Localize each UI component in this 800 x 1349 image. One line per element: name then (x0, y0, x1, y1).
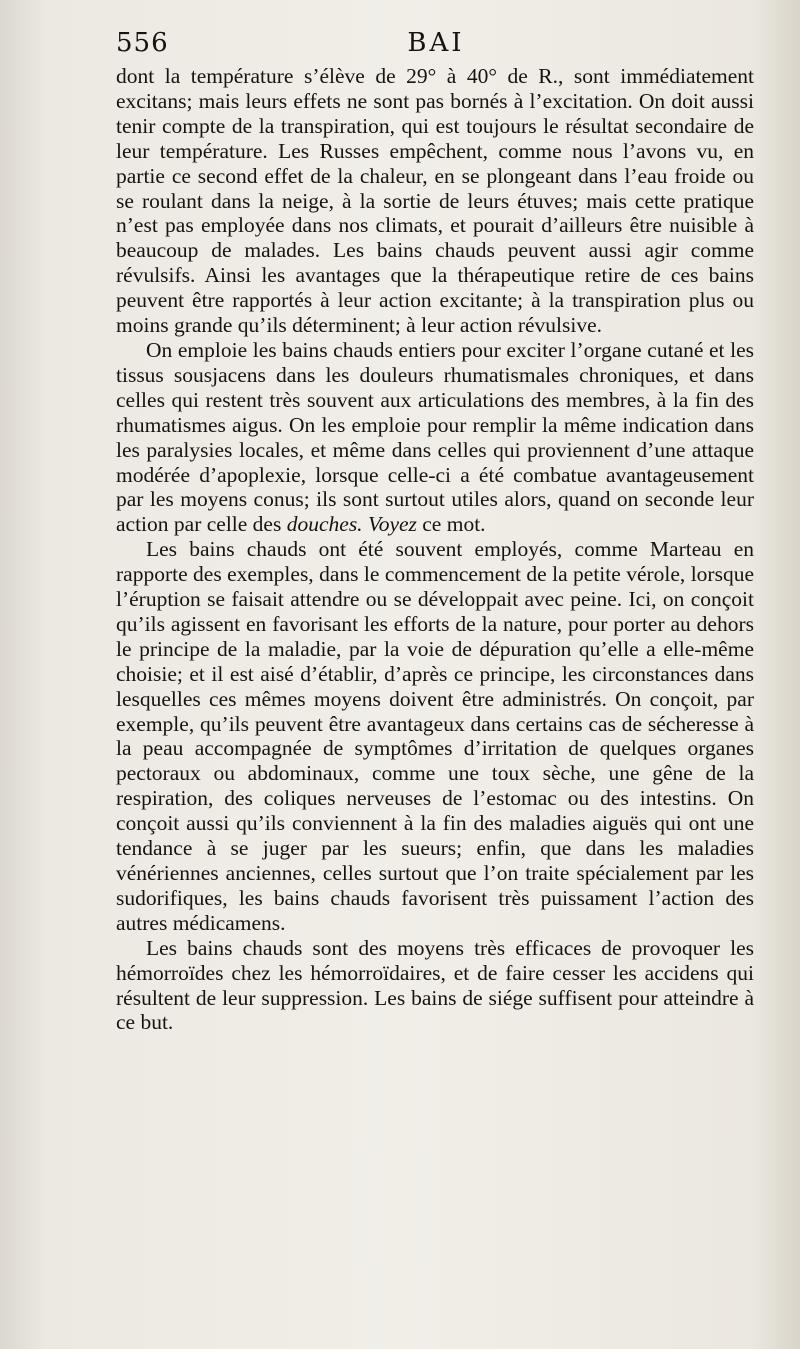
paragraph-2 (116, 338, 754, 537)
paragraph-2-text: On emploie les bains chauds entiers pour exciter l’organe cutané et les tissus sousjacens dans les douleurs rhumatismales chroniques, et dans celles qui restent très souvent aux articulations des membres, à la fin des rhumatismes aigus. On les emploie pour remplir la même indication dans les paralysies locales, et même dans celles qui proviennent d’une attaque modérée d’apoplexie, lorsque celle-ci a été combatue avantageusement par les moyens conus; ils sont surtout utiles alors, quand on seconde leur action par celle des (116, 337, 754, 537)
body-text (116, 64, 754, 1035)
italic-voyez: Voyez (367, 512, 417, 537)
paragraph-1: dont la température s’élève de 29° à 40° de R., sont immédiatement excitans; mais leurs effets ne sont pas bornés à l’excitation. On doit aussi tenir compte de la transpiration, qui est toujours le résultat secondaire de leur température. Les Russes empêchent, comme nous l’avons vu, en partie ce second effet de la chaleur, en se plongeant dans l’eau froide ou se roulant dans la neige, à la sortie de leurs étuves; mais cette pratique n’est pas employée dans nos climats, et pourait d’ailleurs être nuisible à beaucoup de malades. Les bains chauds peuvent aussi agir comme révulsifs. Ainsi les avantages que la thérapeutique retire de ces bains peuvent être rapportés à leur action excitante; à la transpiration plus ou moins grande qu’ils déterminent; à leur action révulsive. (116, 64, 754, 338)
paragraph-4: Les bains chauds sont des moyens très efficaces de provoquer les hémorroïdes chez les hémorroïdaires, et de faire cesser les accidens qui résultent de leur suppression. Les bains de siége suffisent pour atteindre à ce but. (116, 935, 754, 1035)
italic-douches: douches. (286, 512, 363, 537)
paragraph-3: Les bains chauds ont été souvent employés, comme Marteau en rapporte des exemples, dans le commencement de la petite vérole, lorsque l’éruption se faisait attendre ou se développait avec peine. Ici, on conçoit qu’ils agissent en favorisant les efforts de la nature, pour porter au dehors le principe de la maladie, par la voie de dépuration qu’elle a elle-même choisie; et il est aisé d’établir, d’après ce principe, les circonstances dans lesquelles ces mêmes moyens doivent être administrés. On conçoit, par exemple, qu’ils peuvent être avantageux dans certains cas de sécheresse à la peau accompagnée de symptômes d’irritation de quelques organes pectoraux ou abdominaux, comme une toux sèche, une gêne de la respiration, des coliques nerveuses de l’estomac ou des intestins. On conçoit aussi qu’ils conviennent à la fin des maladies aiguës qui ont une tendance à se juger par les sueurs; enfin, que dans les maladies vénériennes anciennes, celles surtout que l’on traite spécialement par les sudorifiques, les bains chauds favorisent très puissament l’action des autres médicamens. (116, 537, 754, 935)
running-head: BAI (407, 28, 465, 58)
paragraph-2-end: ce mot. (416, 512, 486, 537)
page-header (116, 28, 756, 64)
page-number: 556 (116, 28, 169, 58)
